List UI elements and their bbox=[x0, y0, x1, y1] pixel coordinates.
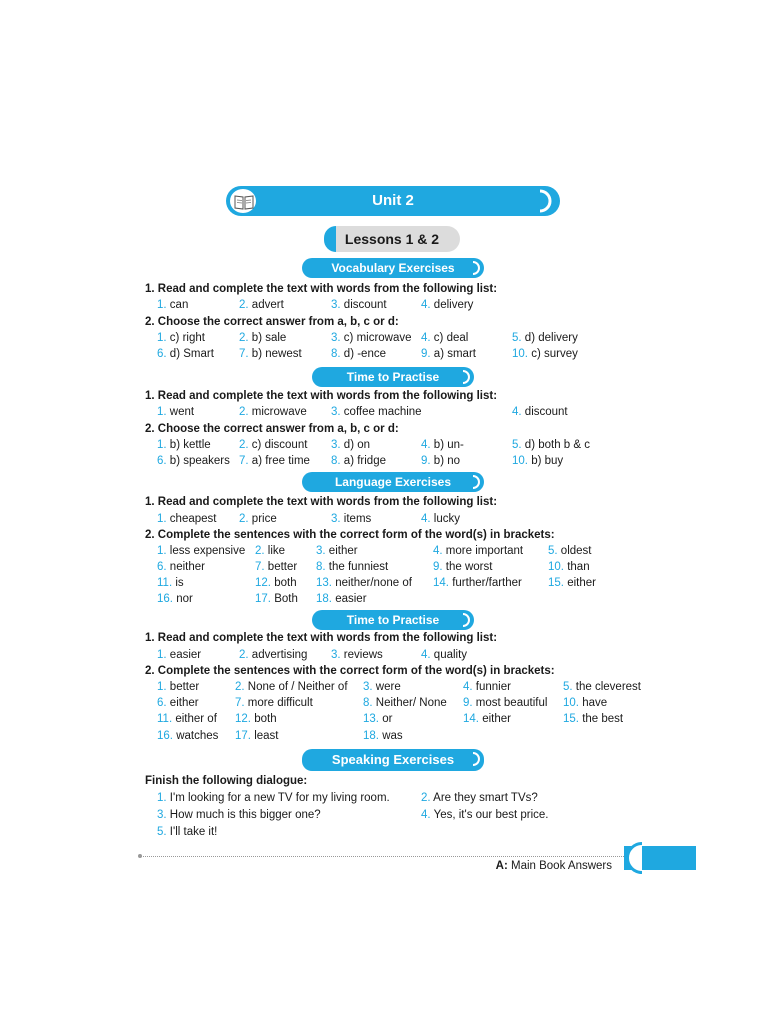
answer-item bbox=[421, 348, 476, 360]
answer-number: 2. bbox=[239, 299, 249, 311]
answer-text: more important bbox=[445, 545, 524, 557]
lessons-pill bbox=[324, 226, 460, 252]
answer-number: 4. bbox=[421, 649, 431, 661]
answer-text: easier bbox=[335, 593, 367, 605]
answer-number: 9. bbox=[421, 348, 431, 360]
answer-number: 6. bbox=[157, 348, 167, 360]
answer-item bbox=[157, 681, 199, 693]
answer-text: b) speakers bbox=[169, 455, 230, 467]
answer-number: 7. bbox=[239, 348, 249, 360]
answer-item bbox=[331, 513, 371, 525]
question-heading: 2. Choose the correct answer from a, b, c or d: bbox=[145, 423, 399, 435]
answer-item bbox=[157, 406, 194, 418]
answer-text: either of bbox=[175, 713, 217, 725]
answer-text: I'll take it! bbox=[169, 826, 218, 838]
answer-text: the funniest bbox=[328, 561, 389, 573]
question-heading: 2. Complete the sentences with the correct form of the word(s) in brackets: bbox=[145, 665, 555, 677]
answer-text: b) un- bbox=[433, 439, 464, 451]
answer-item bbox=[331, 332, 412, 344]
answer-item bbox=[235, 713, 277, 725]
answer-item bbox=[239, 348, 302, 360]
answer-item bbox=[157, 561, 205, 573]
answer-number: 2. bbox=[239, 332, 249, 344]
answer-item bbox=[548, 577, 596, 589]
answer-number: 1. bbox=[157, 332, 167, 344]
answer-item bbox=[548, 561, 590, 573]
answer-item bbox=[433, 545, 523, 557]
answer-text: c) deal bbox=[433, 332, 469, 344]
answer-text: lucky bbox=[433, 513, 460, 525]
answer-number: 13. bbox=[316, 577, 332, 589]
section-title: Time to Practise bbox=[346, 370, 440, 384]
answer-item bbox=[239, 406, 307, 418]
answer-text: both bbox=[274, 577, 297, 589]
answer-item bbox=[421, 299, 473, 311]
answer-text: price bbox=[251, 513, 277, 525]
answer-text: a) smart bbox=[433, 348, 476, 360]
answer-item bbox=[363, 713, 392, 725]
answer-text: Both bbox=[274, 593, 298, 605]
answer-number: 4. bbox=[421, 332, 431, 344]
answer-text: d) Smart bbox=[169, 348, 214, 360]
answer-item bbox=[331, 299, 387, 311]
answer-text: d) -ence bbox=[343, 348, 386, 360]
answer-text: c) discount bbox=[251, 439, 308, 451]
answer-text: d) delivery bbox=[524, 332, 578, 344]
answer-item bbox=[331, 455, 386, 467]
answer-text: coffee machine bbox=[343, 406, 422, 418]
answer-item bbox=[157, 792, 390, 804]
answer-number: 8. bbox=[316, 561, 326, 573]
question-heading: 2. Complete the sentences with the correct form of the word(s) in brackets: bbox=[145, 529, 555, 541]
answer-number: 16. bbox=[157, 730, 173, 742]
pill-cap-icon bbox=[471, 752, 481, 766]
answer-item bbox=[157, 455, 230, 467]
answer-number: 5. bbox=[157, 826, 167, 838]
answer-number: 17. bbox=[235, 730, 251, 742]
answer-text: least bbox=[254, 730, 279, 742]
answer-number: 4. bbox=[421, 439, 431, 451]
answer-text: discount bbox=[343, 299, 387, 311]
answer-text: b) no bbox=[433, 455, 461, 467]
answer-item bbox=[157, 348, 214, 360]
answer-text: was bbox=[382, 730, 403, 742]
answer-item bbox=[157, 697, 199, 709]
answer-number: 5. bbox=[548, 545, 558, 557]
answer-number: 12. bbox=[255, 577, 271, 589]
answer-item bbox=[255, 545, 285, 557]
footer-text: Main Book Answers bbox=[511, 860, 612, 872]
answer-text: like bbox=[267, 545, 286, 557]
answer-text: were bbox=[375, 681, 401, 693]
answer-text: either bbox=[567, 577, 596, 589]
answer-item bbox=[157, 593, 193, 605]
answer-text: b) kettle bbox=[169, 439, 211, 451]
answer-text: most beautiful bbox=[475, 697, 548, 709]
answer-number: 2. bbox=[421, 792, 431, 804]
answer-number: 6. bbox=[157, 561, 167, 573]
answer-number: 10. bbox=[563, 697, 579, 709]
answer-number: 7. bbox=[239, 455, 249, 467]
footer-label: A: bbox=[495, 860, 508, 872]
question-heading: Finish the following dialogue: bbox=[145, 775, 308, 787]
answer-text: either bbox=[328, 545, 358, 557]
section-title: Language Exercises bbox=[334, 475, 452, 489]
answer-number: 11. bbox=[157, 577, 173, 589]
answer-number: 1. bbox=[157, 545, 167, 557]
answer-number: 10. bbox=[548, 561, 564, 573]
section-title: Vocabulary Exercises bbox=[331, 261, 455, 275]
answer-number: 6. bbox=[157, 455, 167, 467]
answer-number: 8. bbox=[363, 697, 373, 709]
answer-number: 9. bbox=[463, 697, 473, 709]
answer-text: d) both b & c bbox=[524, 439, 591, 451]
answer-text: d) on bbox=[343, 439, 371, 451]
answer-item bbox=[157, 299, 188, 311]
answer-text: have bbox=[582, 697, 608, 709]
answer-item bbox=[239, 649, 307, 661]
answer-item bbox=[512, 406, 568, 418]
answer-text: neither/none of bbox=[335, 577, 412, 589]
answer-number: 6. bbox=[157, 697, 167, 709]
answer-item bbox=[239, 299, 284, 311]
answer-number: 10. bbox=[512, 455, 528, 467]
answer-text: discount bbox=[524, 406, 568, 418]
answer-text: better bbox=[267, 561, 298, 573]
answer-number: 16. bbox=[157, 593, 173, 605]
answer-item bbox=[157, 439, 211, 451]
answer-number: 5. bbox=[512, 332, 522, 344]
answer-number: 9. bbox=[433, 561, 443, 573]
unit-title: Unit 2 bbox=[372, 192, 414, 209]
answer-number: 9. bbox=[421, 455, 431, 467]
answer-item bbox=[316, 593, 367, 605]
answer-number: 1. bbox=[157, 439, 167, 451]
answer-number: 5. bbox=[512, 439, 522, 451]
answer-item bbox=[157, 513, 216, 525]
answer-item bbox=[433, 577, 522, 589]
answer-item bbox=[512, 439, 590, 451]
answer-number: 3. bbox=[331, 406, 341, 418]
answer-item bbox=[421, 649, 467, 661]
answer-text: c) survey bbox=[531, 348, 578, 360]
answer-text: more difficult bbox=[247, 697, 313, 709]
answer-number: 2. bbox=[235, 681, 245, 693]
answer-item bbox=[548, 545, 591, 557]
answer-number: 7. bbox=[255, 561, 265, 573]
answer-item bbox=[331, 348, 386, 360]
question-heading: 2. Choose the correct answer from a, b, c or d: bbox=[145, 316, 399, 328]
answer-number: 4. bbox=[463, 681, 473, 693]
answer-text: the best bbox=[582, 713, 624, 725]
answer-number: 8. bbox=[331, 348, 341, 360]
answer-number: 15. bbox=[563, 713, 579, 725]
answer-item bbox=[363, 697, 447, 709]
answer-item bbox=[157, 649, 201, 661]
answer-item bbox=[157, 713, 217, 725]
answer-text: b) sale bbox=[251, 332, 287, 344]
question-heading: 1. Read and complete the text with words from the following list: bbox=[145, 632, 498, 644]
answer-text: a) fridge bbox=[343, 455, 386, 467]
answer-number: 1. bbox=[157, 649, 167, 661]
answer-number: 17. bbox=[255, 593, 271, 605]
answer-text: than bbox=[567, 561, 590, 573]
answer-text: less expensive bbox=[169, 545, 246, 557]
answer-number: 3. bbox=[331, 299, 341, 311]
answer-item bbox=[235, 730, 279, 742]
answer-item bbox=[255, 577, 297, 589]
answer-number: 3. bbox=[331, 439, 341, 451]
answer-number: 1. bbox=[157, 513, 167, 525]
answer-number: 3. bbox=[331, 513, 341, 525]
answer-text: I'm looking for a new TV for my living room. bbox=[169, 792, 390, 804]
answer-item bbox=[512, 348, 578, 360]
answer-item bbox=[512, 332, 578, 344]
answer-item bbox=[512, 455, 563, 467]
answer-item bbox=[363, 681, 401, 693]
answer-item bbox=[433, 561, 492, 573]
answer-text: b) buy bbox=[531, 455, 564, 467]
answer-item bbox=[331, 406, 422, 418]
question-heading: 1. Read and complete the text with words from the following list: bbox=[145, 283, 498, 295]
answer-number: 4. bbox=[421, 809, 431, 821]
answer-text: items bbox=[343, 513, 372, 525]
answer-text: advertising bbox=[251, 649, 308, 661]
answer-item bbox=[421, 809, 549, 821]
answer-text: nor bbox=[176, 593, 193, 605]
answer-text: Are they smart TVs? bbox=[433, 792, 538, 804]
answer-item bbox=[421, 332, 468, 344]
answer-text: advert bbox=[251, 299, 284, 311]
answer-item bbox=[463, 697, 547, 709]
answer-item bbox=[563, 697, 607, 709]
answer-item bbox=[255, 561, 297, 573]
section-vocabulary bbox=[302, 258, 484, 278]
answer-item bbox=[316, 561, 388, 573]
section-speaking bbox=[302, 749, 484, 771]
answer-item bbox=[316, 577, 412, 589]
answer-item bbox=[463, 681, 511, 693]
answer-item bbox=[157, 809, 321, 821]
answer-number: 14. bbox=[433, 577, 449, 589]
answer-item bbox=[421, 439, 464, 451]
answer-text: is bbox=[175, 577, 184, 589]
answer-text: went bbox=[169, 406, 195, 418]
answer-number: 3. bbox=[316, 545, 326, 557]
answer-number: 18. bbox=[363, 730, 379, 742]
answer-text: the worst bbox=[445, 561, 493, 573]
answer-number: 2. bbox=[239, 439, 249, 451]
footer-divider bbox=[140, 856, 626, 857]
answer-text: either bbox=[169, 697, 199, 709]
answer-text: funnier bbox=[475, 681, 511, 693]
answer-text: b) newest bbox=[251, 348, 302, 360]
answer-item bbox=[421, 792, 538, 804]
answer-text: reviews bbox=[343, 649, 383, 661]
answer-number: 13. bbox=[363, 713, 379, 725]
answer-item bbox=[331, 649, 383, 661]
answer-text: None of / Neither of bbox=[247, 681, 348, 693]
answer-item bbox=[255, 593, 298, 605]
answer-number: 8. bbox=[331, 455, 341, 467]
lessons-title: Lessons 1 & 2 bbox=[344, 231, 440, 247]
answer-item bbox=[157, 826, 217, 838]
answer-number: 4. bbox=[512, 406, 522, 418]
footer-caption bbox=[470, 860, 612, 872]
answer-number: 4. bbox=[421, 513, 431, 525]
pill-cap-icon bbox=[471, 261, 481, 275]
answer-text: easier bbox=[169, 649, 202, 661]
answer-text: a) free time bbox=[251, 455, 310, 467]
answer-text: microwave bbox=[251, 406, 307, 418]
answer-number: 7. bbox=[235, 697, 245, 709]
answer-text: oldest bbox=[560, 545, 592, 557]
answer-number: 1. bbox=[157, 406, 167, 418]
pill-cap-icon bbox=[471, 475, 481, 489]
answer-text: How much is this bigger one? bbox=[169, 809, 321, 821]
answer-item bbox=[563, 713, 623, 725]
answer-text: neither bbox=[169, 561, 205, 573]
answer-item bbox=[463, 713, 511, 725]
answer-number: 2. bbox=[239, 406, 249, 418]
answer-text: quality bbox=[433, 649, 468, 661]
section-language bbox=[302, 472, 484, 492]
answer-text: watches bbox=[176, 730, 219, 742]
answer-number: 5. bbox=[563, 681, 573, 693]
answer-text: the cleverest bbox=[575, 681, 641, 693]
answer-number: 10. bbox=[512, 348, 528, 360]
answer-text: or bbox=[382, 713, 393, 725]
answer-item bbox=[235, 697, 313, 709]
answer-text: cheapest bbox=[169, 513, 217, 525]
answer-number: 11. bbox=[157, 713, 173, 725]
answer-item bbox=[421, 513, 460, 525]
answer-text: Yes, it's our best price. bbox=[433, 809, 549, 821]
answer-text: can bbox=[169, 299, 189, 311]
answer-number: 3. bbox=[363, 681, 373, 693]
answer-text: better bbox=[169, 681, 200, 693]
answer-number: 14. bbox=[463, 713, 479, 725]
answer-number: 1. bbox=[157, 299, 167, 311]
answer-text: further/farther bbox=[452, 577, 522, 589]
answer-text: delivery bbox=[433, 299, 474, 311]
answer-item bbox=[239, 439, 307, 451]
answer-text: either bbox=[482, 713, 511, 725]
answer-item bbox=[157, 332, 205, 344]
question-heading: 1. Read and complete the text with words from the following list: bbox=[145, 390, 498, 402]
section-time-to-practise bbox=[312, 610, 474, 630]
pill-cap-icon bbox=[461, 370, 471, 384]
answer-number: 4. bbox=[433, 545, 443, 557]
answer-number: 2. bbox=[255, 545, 265, 557]
answer-item bbox=[157, 577, 184, 589]
answer-text: c) microwave bbox=[343, 332, 412, 344]
section-title: Speaking Exercises bbox=[331, 752, 455, 767]
answer-item bbox=[239, 332, 286, 344]
answer-number: 3. bbox=[331, 649, 341, 661]
book-icon bbox=[228, 187, 258, 215]
answer-item bbox=[235, 681, 348, 693]
answer-number: 18. bbox=[316, 593, 332, 605]
answer-number: 3. bbox=[157, 809, 167, 821]
answer-number: 4. bbox=[421, 299, 431, 311]
answer-item bbox=[563, 681, 641, 693]
answer-item bbox=[421, 455, 460, 467]
answer-item bbox=[239, 455, 310, 467]
answer-item bbox=[239, 513, 277, 525]
question-heading: 1. Read and complete the text with words from the following list: bbox=[145, 496, 498, 508]
pill-cap-icon bbox=[461, 613, 471, 627]
answer-number: 1. bbox=[157, 681, 167, 693]
answer-number: 3. bbox=[331, 332, 341, 344]
answer-item bbox=[316, 545, 358, 557]
answer-number: 15. bbox=[548, 577, 564, 589]
banner-cap-icon bbox=[536, 189, 554, 213]
answer-number: 12. bbox=[235, 713, 251, 725]
answer-number: 2. bbox=[239, 649, 249, 661]
answer-text: both bbox=[254, 713, 277, 725]
section-title: Time to Practise bbox=[346, 613, 440, 627]
answer-text: Neither/ None bbox=[375, 697, 447, 709]
section-time-to-practise bbox=[312, 367, 474, 387]
unit-banner bbox=[226, 186, 560, 216]
answer-item bbox=[363, 730, 403, 742]
answer-text: c) right bbox=[169, 332, 205, 344]
answer-number: 2. bbox=[239, 513, 249, 525]
answer-item bbox=[157, 730, 218, 742]
answer-item bbox=[157, 545, 245, 557]
answer-number: 1. bbox=[157, 792, 167, 804]
answer-item bbox=[331, 439, 370, 451]
